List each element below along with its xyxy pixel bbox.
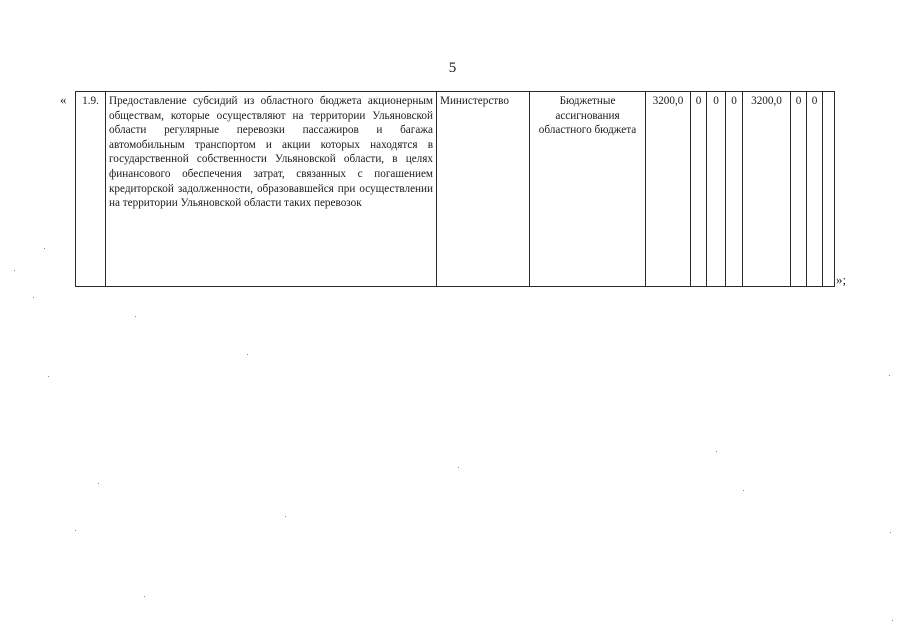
scan-speck [716,451,717,452]
value-cell: 0 [707,92,726,287]
scan-speck [48,376,49,377]
scan-speck [892,620,893,621]
closing-quote: »; [836,272,847,287]
value-cell: 0 [726,92,743,287]
scan-speck [14,270,15,271]
row-number: 1.9. [76,92,106,287]
row-funding-source: Бюджетные ассигнования областного бюджета [530,92,646,287]
opening-quote: « [60,92,67,107]
scan-speck [98,483,99,484]
scan-speck [247,354,248,355]
row-description: Предоставление субсидий из областного бюджета акционерным обществам, которые осуществляют на территории Ульяновской области регулярные перевозки пассажиров и багажа автомобильным транспортом и акции которых находятся в государственной собственности Ульяновской области, в целях финансового обеспечения затрат, связанных с погашением кредиторской задолженности, образовавшейся при осуществлении на территории Ульяновской области таких перевозок [106,92,437,287]
page-number: 5 [448,60,457,76]
scan-speck [44,248,45,249]
value-cell: 0 [791,92,807,287]
scan-speck [75,530,76,531]
value-cell: 3200,0 [743,92,791,287]
table-row [76,92,835,287]
scan-speck [743,490,744,491]
scan-speck [144,596,145,597]
scan-speck [890,532,891,533]
empty-cell [823,92,835,287]
value-cell: 0 [691,92,707,287]
scan-speck [458,467,459,468]
value-cell: 0 [807,92,823,287]
scan-speck [33,297,34,298]
scan-speck [285,516,286,517]
scan-speck [135,316,136,317]
scan-speck [889,375,890,376]
value-cell: 3200,0 [646,92,691,287]
budget-table [75,91,835,287]
row-executor: Министерство [437,92,530,287]
